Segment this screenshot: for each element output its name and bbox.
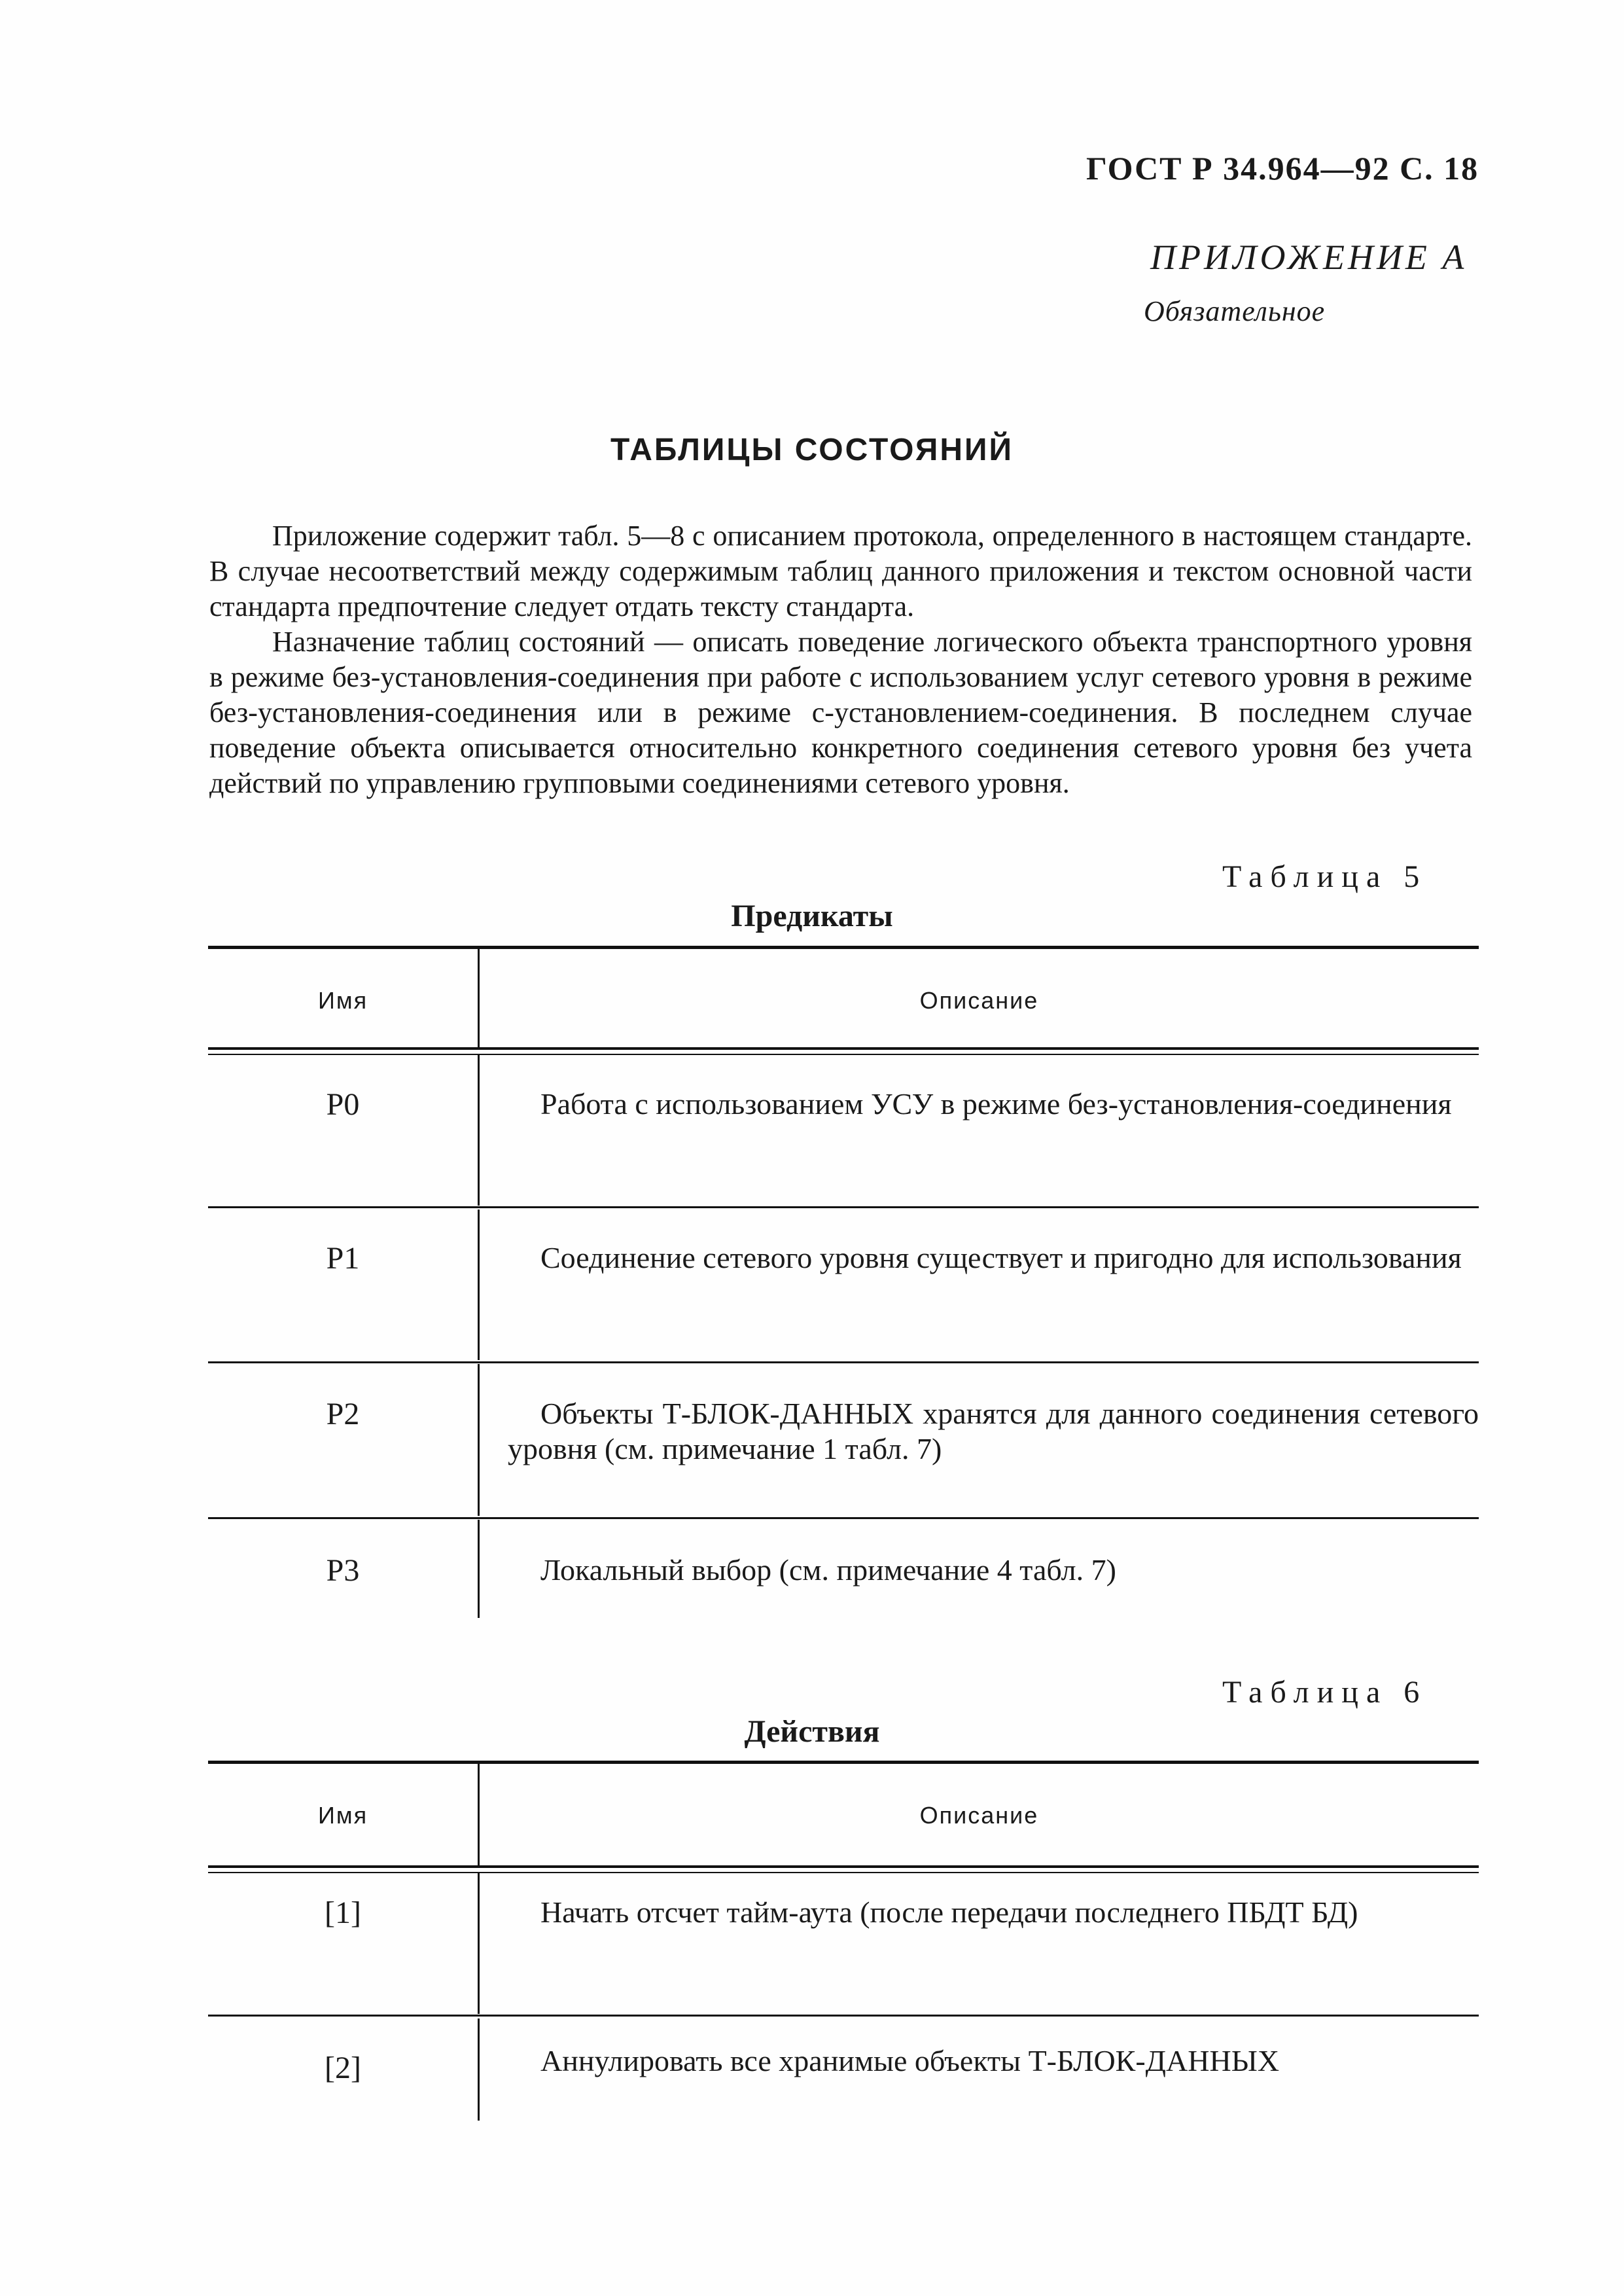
table5-label: Таблица 5 bbox=[1222, 859, 1428, 894]
table6-row-desc bbox=[508, 1895, 1479, 1930]
table6-label: Таблица 6 bbox=[1222, 1675, 1428, 1710]
table5-header-rule bbox=[208, 1047, 1479, 1055]
table6-row-desc bbox=[508, 2043, 1479, 2079]
table6-column-divider bbox=[478, 2018, 480, 2121]
table5-row-name: P0 bbox=[326, 1087, 360, 1122]
table5-row-desc bbox=[508, 1240, 1479, 1276]
table5-column-divider bbox=[478, 1210, 480, 1360]
table5-row-rule bbox=[208, 1517, 1479, 1519]
table5-header-desc: Описание bbox=[919, 987, 1039, 1014]
table5-row-desc bbox=[508, 1552, 1479, 1588]
table6-row-rule bbox=[208, 2015, 1479, 2017]
table5-row-name: P3 bbox=[326, 1553, 360, 1588]
table5-row-desc-text: Соединение сетевого уровня существует и пригодно для использования bbox=[540, 1241, 1462, 1274]
table5-header-name: Имя bbox=[317, 987, 368, 1014]
table6-row-name: [2] bbox=[325, 2051, 361, 2085]
table5-row-desc-text: Объекты Т-БЛОК-ДАННЫХ хранятся для данного соединения сетевого уровня (см. примечание 1 табл. 7) bbox=[508, 1397, 1479, 1465]
body-paragraph-2: Назначение таблиц состояний — описать поведение логического объекта транспортного уровня в режиме без-установления-соединения при работе с использованием услуг сетевого уровня в режиме без-установления-соединения или в режиме с-установлением-соединения. В последнем случае поведение объекта описывается относительно конкретного соединения сетевого уровня без учета действий по управлению групповыми соединениями сетевого уровня. bbox=[209, 626, 1472, 799]
table6-header-name: Имя bbox=[317, 1802, 368, 1829]
table6-top-rule bbox=[208, 1761, 1479, 1764]
table6-header-rule bbox=[208, 1865, 1479, 1873]
table6-column-divider bbox=[478, 1873, 480, 2014]
appendix-label: ПРИЛОЖЕНИЕ А bbox=[1150, 238, 1468, 277]
table5-row-desc-text: Работа с использованием УСУ в режиме без-установления-соединения bbox=[540, 1087, 1452, 1121]
table5-column-divider bbox=[478, 1520, 480, 1618]
table5-top-rule bbox=[208, 946, 1479, 949]
table5-row-desc bbox=[508, 1396, 1479, 1467]
table6-row-name: [1] bbox=[325, 1895, 361, 1930]
table5-column-divider bbox=[478, 949, 480, 1047]
table5-caption: Предикаты bbox=[731, 899, 893, 933]
table6-row-desc-text: Начать отсчет тайм-аута (после передачи последнего ПБДТ БД) bbox=[540, 1895, 1358, 1929]
table6-column-divider bbox=[478, 1764, 480, 1865]
running-header: ГОСТ Р 34.964—92 С. 18 bbox=[1086, 150, 1479, 187]
table6-row-desc-text: Аннулировать все хранимые объекты Т-БЛОК-ДАННЫХ bbox=[540, 2044, 1280, 2077]
page-title: ТАБЛИЦЫ СОСТОЯНИЙ bbox=[610, 433, 1014, 467]
table5-column-divider bbox=[478, 1055, 480, 1206]
table5-row-rule bbox=[208, 1206, 1479, 1208]
table5-row-desc bbox=[508, 1086, 1479, 1122]
table5-row-name: P2 bbox=[326, 1397, 360, 1431]
body-text bbox=[209, 518, 1472, 801]
table5-column-divider bbox=[478, 1364, 480, 1516]
table5-row-desc-text: Локальный выбор (см. примечание 4 табл. 7) bbox=[540, 1553, 1116, 1587]
table6-header-desc: Описание bbox=[919, 1802, 1039, 1829]
appendix-status: Обязательное bbox=[1144, 295, 1326, 327]
table5-row-rule bbox=[208, 1361, 1479, 1363]
table6-caption: Действия bbox=[744, 1714, 880, 1749]
table5-row-name: P1 bbox=[326, 1241, 360, 1276]
body-paragraph-1: Приложение содержит табл. 5—8 с описанием протокола, определенного в настоящем стандарте. В случае несоответствий между содержимым таблиц данного приложения и текстом основной части стандарта предпочтение следует отдать тексту стандарта. bbox=[209, 520, 1472, 622]
